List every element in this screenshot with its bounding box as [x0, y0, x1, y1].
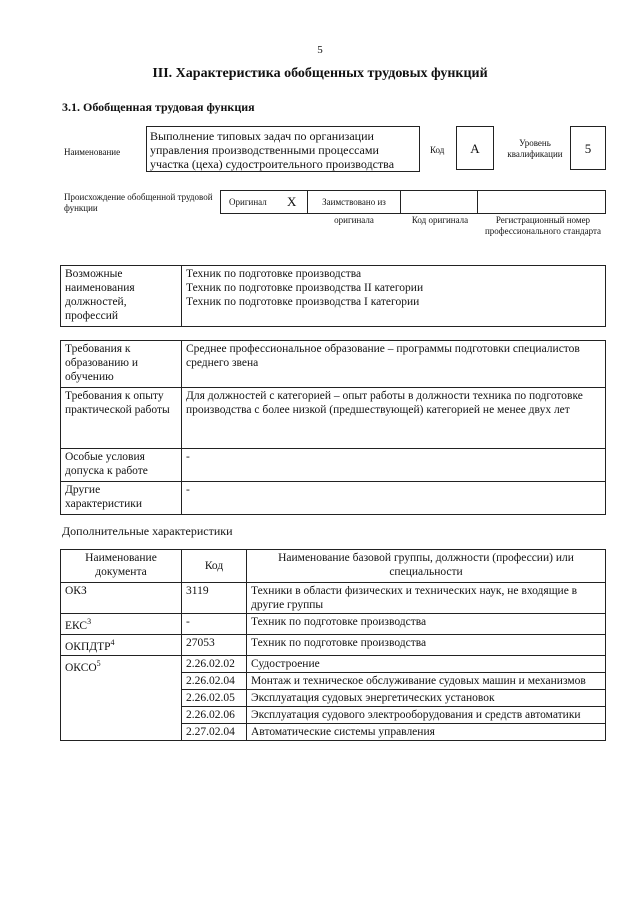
subsection-title: 3.1. Обобщенная трудовая функция [62, 100, 255, 114]
table-row [61, 634, 606, 655]
requirement-value: - [182, 449, 606, 482]
requirement-value: Среднее профессиональное образование – программы подготовки специалистов среднего звена [182, 341, 606, 388]
name-cell: Эксплуатация судовых энергетических установок [247, 689, 606, 706]
code-cell: 2.26.02.02 [182, 655, 247, 672]
table-row [61, 655, 606, 672]
reg-number-cell [477, 190, 606, 214]
name-cell: Судостроение [247, 655, 606, 672]
name-cell: Техники в области физических и технических наук, не входящие в другие группы [247, 583, 606, 614]
code-cell: 2.26.02.04 [182, 672, 247, 689]
footnote-ref: 3 [87, 617, 92, 626]
level-value: 5 [570, 126, 606, 170]
footnote-ref: 5 [96, 658, 101, 668]
name-label: Наименование [64, 147, 121, 157]
name-cell: Автоматические системы управления [247, 723, 606, 740]
original-label: Оригинал [229, 197, 267, 207]
header-doc: Наименование документа [61, 550, 182, 583]
code-cell: 27053 [182, 634, 247, 655]
doc-cell: ОКСО$^5$ [61, 655, 182, 740]
page-number: 5 [317, 44, 323, 56]
requirement-value: - [182, 482, 606, 515]
position-item: Техник по подготовке производства I категории [186, 296, 420, 308]
code-cell: 3119 [182, 583, 247, 614]
positions-row [61, 266, 606, 327]
footnote-ref: 4 [110, 637, 115, 647]
requirement-row [61, 388, 606, 449]
code-cell: 2.26.02.06 [182, 706, 247, 723]
requirement-value: Для должностей с категорией – опыт работы в должности техника по подготовке производства с более низкой (предшествующей) категорией не менее двух лет [182, 388, 606, 449]
doc-cell: ОКЗ [61, 583, 182, 614]
requirements-table [60, 340, 606, 515]
positions-label: Возможные наименования должностей, профессий [61, 266, 182, 327]
code-cell: 2.26.02.05 [182, 689, 247, 706]
additional-table [60, 549, 606, 741]
doc-cell: ЕКС$^3$ [61, 614, 182, 635]
code-value: А [456, 126, 494, 170]
table-row [61, 614, 606, 635]
borrowed-label: Заимствовано из оригинала [322, 197, 386, 225]
requirement-label: Другие характеристики [61, 482, 182, 515]
name-cell: Эксплуатация судового электрооборудования и средств автоматики [247, 706, 606, 723]
name-cell: Монтаж и техническое обслуживание судовых машин и механизмов [247, 672, 606, 689]
requirement-row [61, 449, 606, 482]
positions-table [60, 265, 606, 327]
header-code: Код [182, 550, 247, 583]
requirement-label: Особые условия допуска к работе [61, 449, 182, 482]
function-name-box [146, 126, 420, 172]
additional-title: Дополнительные характеристики [62, 524, 233, 538]
code-original-label: Код оригинала [411, 215, 469, 225]
doc-cell: ОКПДТР$^4$ [61, 634, 182, 655]
name-cell: Техник по подготовке производства [247, 634, 606, 655]
table-header-row [61, 550, 606, 583]
code-label: Код [430, 145, 445, 155]
level-label: Уровень квалификации [507, 138, 563, 159]
position-item: Техник по подготовке производства [186, 268, 362, 280]
reg-number-label: Регистрационный номер профессионального стандарта [484, 215, 602, 236]
requirement-label: Требования к опыту практической работы [61, 388, 182, 449]
position-item: Техник по подготовке производства II категории [186, 282, 424, 294]
header-name: Наименование базовой группы, должности (профессии) или специальности [247, 550, 606, 583]
original-mark: X [287, 194, 297, 209]
requirement-row [61, 341, 606, 388]
origin-label: Происхождение обобщенной трудовой функции [64, 192, 213, 213]
code-original-cell [400, 190, 478, 214]
requirement-label: Требования к образованию и обучению [61, 341, 182, 388]
borrowed-cell [307, 190, 401, 225]
requirement-row [61, 482, 606, 515]
code-cell: 2.27.02.04 [182, 723, 247, 740]
table-row [61, 583, 606, 614]
function-name: Выполнение типовых задач по организации управления производственными процессами участка (цеха) судостроительного производства [150, 129, 395, 171]
name-cell: Техник по подготовке производства [247, 614, 606, 635]
code-cell: - [182, 614, 247, 635]
section-title: III. Характеристика обобщенных трудовых функций [152, 66, 488, 81]
positions-list [182, 266, 606, 327]
origin-original-cell [220, 190, 308, 214]
